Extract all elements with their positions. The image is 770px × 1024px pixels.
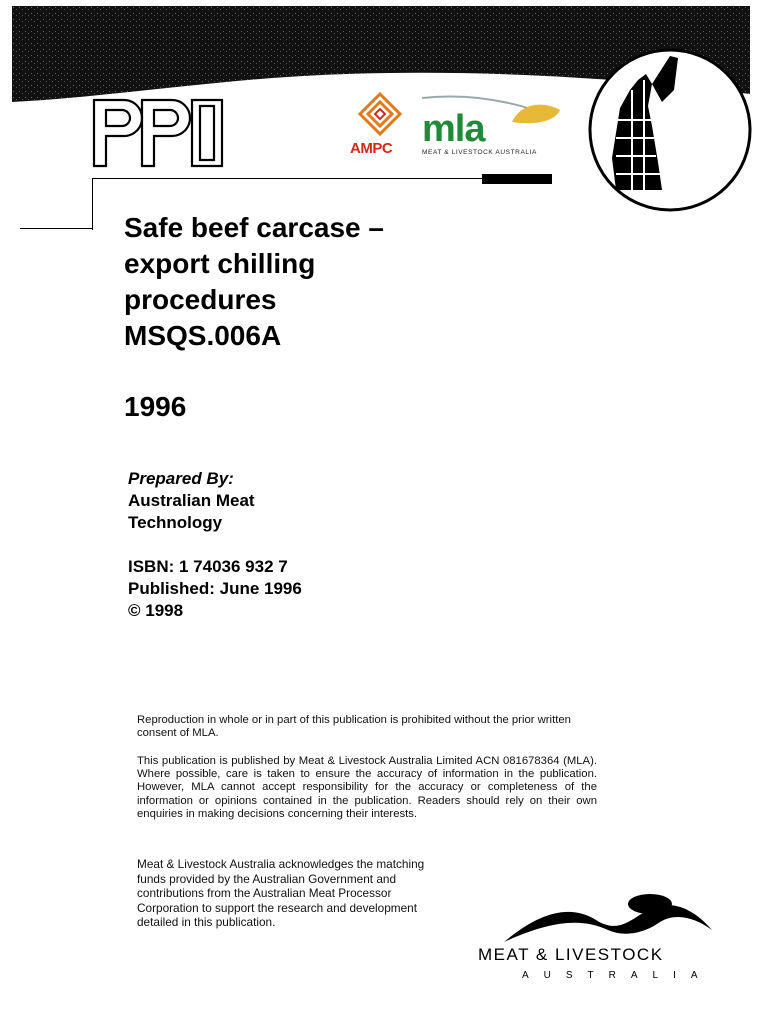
prepared-by-label: Prepared By: [128, 469, 234, 488]
title-line: export chilling [124, 248, 316, 279]
footer-logo-name: MEAT & LIVESTOCK [478, 945, 664, 964]
ampc-logo-icon [352, 92, 408, 142]
document-title [124, 210, 584, 354]
disclaimer: This publication is published by Meat & Livestock Australia Limited ACN 081678364 (MLA). Where possible, care is taken to ensure the accuracy of information in the publication. However, MLA cannot accept responsibility for the accuracy or completeness of the information or opinions contained in the publication. Readers should rely on their own enquiries in making decisions concerning their interests. [137, 755, 597, 820]
divider-top [92, 178, 482, 179]
preparer-line: Australian Meat [128, 491, 255, 510]
title-line: MSQS.006A [124, 320, 282, 351]
ampc-label: AMPC [350, 140, 393, 157]
acknowledgement: Meat & Livestock Australia acknowledges the matching funds provided by the Australian Government and contributions from the Australian Meat Processor Corporation to support the research and development detailed in this publication. [137, 857, 425, 929]
mla-hills-logo-icon [500, 890, 730, 946]
divider-vertical [92, 178, 93, 230]
publication-info [128, 556, 302, 622]
preparer-line: Technology [128, 513, 223, 532]
footer-logo-country: AUSTRALIA [522, 970, 713, 981]
title-line: Safe beef carcase – [124, 212, 384, 243]
prepared-by [128, 468, 255, 534]
ppi-logo [90, 96, 230, 170]
document-year: 1996 [124, 391, 187, 422]
divider-left [20, 228, 92, 229]
title-line: procedures [124, 284, 277, 315]
divider-bar [482, 174, 552, 184]
isbn: ISBN: 1 74036 932 7 [128, 557, 288, 576]
mla-wordmark: mla [422, 108, 485, 150]
mla-tagline: MEAT & LIVESTOCK AUSTRALIA [422, 149, 537, 156]
published-date: Published: June 1996 [128, 579, 302, 598]
reproduction-notice: Reproduction in whole or in part of this publication is prohibited without the prior written consent of MLA. [137, 714, 571, 740]
copyright: © 1998 [128, 601, 184, 620]
beef-cuts-emblem-icon [578, 50, 758, 210]
